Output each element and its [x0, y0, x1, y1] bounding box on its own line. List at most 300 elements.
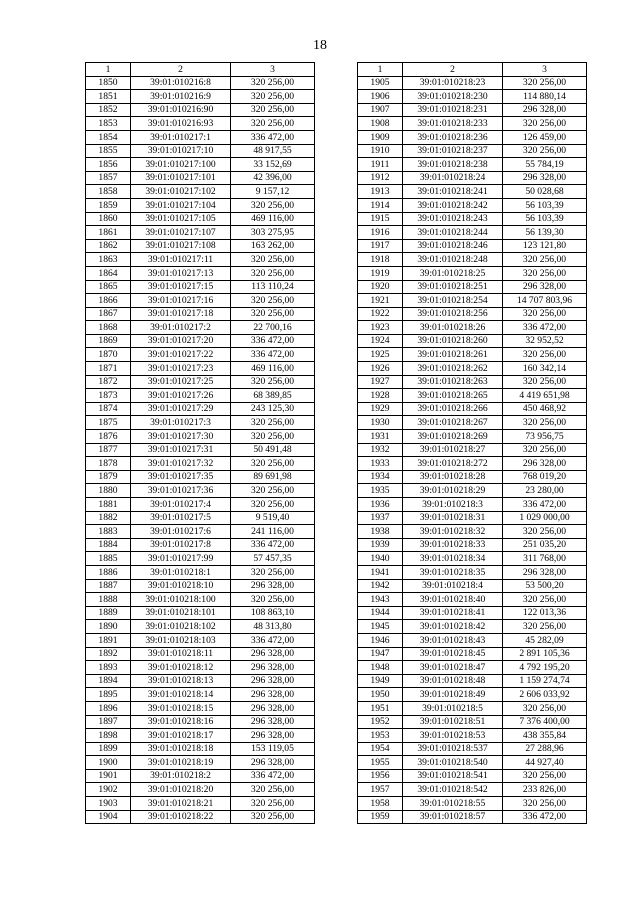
table-row [86, 661, 315, 675]
table-row [86, 294, 315, 308]
cadastral-number-cell: 39:01:010217:10 [131, 144, 231, 158]
cadastral-number-cell: 39:01:010218:261 [403, 348, 503, 362]
row-number-cell: 1891 [86, 633, 131, 647]
cadastral-number-cell: 39:01:010218:238 [403, 158, 503, 172]
row-number-cell: 1946 [358, 633, 403, 647]
cadastral-number-cell: 39:01:010218:31 [403, 511, 503, 525]
header-cell: 2 [131, 63, 231, 77]
value-cell: 296 328,00 [503, 103, 587, 117]
table-row [86, 389, 315, 403]
cadastral-number-cell: 39:01:010217:25 [131, 375, 231, 389]
value-cell: 296 328,00 [503, 171, 587, 185]
value-cell: 320 256,00 [503, 266, 587, 280]
row-number-cell: 1877 [86, 443, 131, 457]
cadastral-number-cell: 39:01:010218:51 [403, 715, 503, 729]
table-row [358, 688, 587, 702]
value-cell: 320 256,00 [503, 701, 587, 715]
cadastral-number-cell: 39:01:010217:30 [131, 430, 231, 444]
table-row [358, 769, 587, 783]
cadastral-number-cell: 39:01:010218:231 [403, 103, 503, 117]
row-number-cell: 1916 [358, 226, 403, 240]
value-cell: 4 792 195,20 [503, 661, 587, 675]
cadastral-number-cell: 39:01:010218:272 [403, 457, 503, 471]
cadastral-number-cell: 39:01:010217:108 [131, 239, 231, 253]
value-cell: 4 419 651,98 [503, 389, 587, 403]
value-cell: 56 103,39 [503, 212, 587, 226]
value-cell: 73 956,75 [503, 430, 587, 444]
cadastral-number-cell: 39:01:010218:269 [403, 430, 503, 444]
row-number-cell: 1958 [358, 797, 403, 811]
row-number-cell: 1892 [86, 647, 131, 661]
cadastral-number-cell: 39:01:010217:31 [131, 443, 231, 457]
value-cell: 114 880,14 [503, 90, 587, 104]
table-row [358, 402, 587, 416]
table-row [86, 321, 315, 335]
row-number-cell: 1906 [358, 90, 403, 104]
row-number-cell: 1880 [86, 484, 131, 498]
row-number-cell: 1902 [86, 783, 131, 797]
row-number-cell: 1947 [358, 647, 403, 661]
row-number-cell: 1927 [358, 375, 403, 389]
cadastral-number-cell: 39:01:010218:241 [403, 185, 503, 199]
cadastral-number-cell: 39:01:010218:246 [403, 239, 503, 253]
table-row [86, 198, 315, 212]
cadastral-number-cell: 39:01:010217:4 [131, 498, 231, 512]
row-number-cell: 1912 [358, 171, 403, 185]
value-cell: 122 013,36 [503, 606, 587, 620]
cadastral-number-cell: 39:01:010218:20 [131, 783, 231, 797]
row-number-cell: 1920 [358, 280, 403, 294]
row-number-cell: 1942 [358, 579, 403, 593]
table-row [86, 103, 315, 117]
table-row [86, 457, 315, 471]
cadastral-number-cell: 39:01:010218:265 [403, 389, 503, 403]
table-row [86, 348, 315, 362]
value-cell: 320 256,00 [503, 375, 587, 389]
table-row [358, 239, 587, 253]
row-number-cell: 1871 [86, 362, 131, 376]
table-row [358, 579, 587, 593]
table-row [358, 661, 587, 675]
row-number-cell: 1925 [358, 348, 403, 362]
row-number-cell: 1937 [358, 511, 403, 525]
table-row [86, 375, 315, 389]
value-cell: 56 103,39 [503, 198, 587, 212]
row-number-cell: 1923 [358, 321, 403, 335]
table-row [358, 457, 587, 471]
table-row [86, 253, 315, 267]
value-cell: 469 116,00 [231, 362, 315, 376]
cadastral-number-cell: 39:01:010218:17 [131, 729, 231, 743]
value-cell: 320 256,00 [231, 117, 315, 131]
table-row [358, 103, 587, 117]
row-number-cell: 1949 [358, 674, 403, 688]
value-cell: 89 691,98 [231, 470, 315, 484]
cadastral-number-cell: 39:01:010218:13 [131, 674, 231, 688]
cadastral-number-cell: 39:01:010217:36 [131, 484, 231, 498]
cadastral-number-cell: 39:01:010218:266 [403, 402, 503, 416]
value-cell: 320 256,00 [503, 769, 587, 783]
row-number-cell: 1952 [358, 715, 403, 729]
value-cell: 113 110,24 [231, 280, 315, 294]
row-number-cell: 1950 [358, 688, 403, 702]
table-row [358, 226, 587, 240]
value-cell: 7 376 400,00 [503, 715, 587, 729]
value-cell: 160 342,14 [503, 362, 587, 376]
row-number-cell: 1951 [358, 701, 403, 715]
cadastral-number-cell: 39:01:010218:102 [131, 620, 231, 634]
value-cell: 320 256,00 [231, 783, 315, 797]
cadastral-number-cell: 39:01:010218:40 [403, 593, 503, 607]
table-row [86, 76, 315, 90]
row-number-cell: 1894 [86, 674, 131, 688]
cadastral-number-cell: 39:01:010218:26 [403, 321, 503, 335]
table-row [358, 443, 587, 457]
row-number-cell: 1866 [86, 294, 131, 308]
value-cell: 1 159 274,74 [503, 674, 587, 688]
table-row [86, 266, 315, 280]
table-row [86, 158, 315, 172]
table-row [358, 715, 587, 729]
row-number-cell: 1934 [358, 470, 403, 484]
table-row [86, 525, 315, 539]
value-cell: 296 328,00 [231, 688, 315, 702]
table-row [86, 647, 315, 661]
cadastral-number-cell: 39:01:010218:237 [403, 144, 503, 158]
row-number-cell: 1897 [86, 715, 131, 729]
table-row [86, 280, 315, 294]
table-row [86, 484, 315, 498]
value-cell: 320 256,00 [231, 294, 315, 308]
table-row [358, 389, 587, 403]
table-row [358, 593, 587, 607]
table-row [86, 226, 315, 240]
cadastral-number-cell: 39:01:010218:260 [403, 334, 503, 348]
table-row [358, 620, 587, 634]
cadastral-number-cell: 39:01:010218:57 [403, 810, 503, 824]
cadastral-number-cell: 39:01:010217:1 [131, 130, 231, 144]
table-row [358, 362, 587, 376]
row-number-cell: 1855 [86, 144, 131, 158]
table-header-row [86, 63, 315, 77]
cadastral-number-cell: 39:01:010217:3 [131, 416, 231, 430]
value-cell: 438 355,84 [503, 729, 587, 743]
row-number-cell: 1945 [358, 620, 403, 634]
value-cell: 469 116,00 [231, 212, 315, 226]
value-cell: 320 256,00 [231, 198, 315, 212]
cadastral-number-cell: 39:01:010217:107 [131, 226, 231, 240]
table-row [86, 538, 315, 552]
table-row [358, 158, 587, 172]
table-row [86, 117, 315, 131]
value-cell: 320 256,00 [503, 593, 587, 607]
row-number-cell: 1883 [86, 525, 131, 539]
row-number-cell: 1879 [86, 470, 131, 484]
cadastral-number-cell: 39:01:010218:262 [403, 362, 503, 376]
table-row [358, 321, 587, 335]
table-row [86, 307, 315, 321]
value-cell: 56 139,30 [503, 226, 587, 240]
cadastral-number-cell: 39:01:010218:42 [403, 620, 503, 634]
row-number-cell: 1882 [86, 511, 131, 525]
cadastral-number-cell: 39:01:010217:13 [131, 266, 231, 280]
cadastral-number-cell: 39:01:010218:251 [403, 280, 503, 294]
table-row [86, 701, 315, 715]
cadastral-number-cell: 39:01:010218:25 [403, 266, 503, 280]
value-cell: 320 256,00 [231, 76, 315, 90]
page-number: 18 [313, 38, 327, 53]
row-number-cell: 1911 [358, 158, 403, 172]
cadastral-number-cell: 39:01:010218:49 [403, 688, 503, 702]
row-number-cell: 1915 [358, 212, 403, 226]
row-number-cell: 1864 [86, 266, 131, 280]
cadastral-number-cell: 39:01:010217:29 [131, 402, 231, 416]
row-number-cell: 1896 [86, 701, 131, 715]
table-row [86, 552, 315, 566]
cadastral-number-cell: 39:01:010218:14 [131, 688, 231, 702]
value-cell: 48 917,55 [231, 144, 315, 158]
table-row [358, 525, 587, 539]
header-cell: 3 [503, 63, 587, 77]
cadastral-number-cell: 39:01:010218:32 [403, 525, 503, 539]
cadastral-number-cell: 39:01:010218:19 [131, 756, 231, 770]
cadastral-number-cell: 39:01:010218:24 [403, 171, 503, 185]
table-row [358, 416, 587, 430]
value-cell: 296 328,00 [231, 729, 315, 743]
value-cell: 320 256,00 [231, 90, 315, 104]
table-row [86, 579, 315, 593]
value-cell: 108 863,10 [231, 606, 315, 620]
cadastral-number-cell: 39:01:010218:48 [403, 674, 503, 688]
cadastral-number-cell: 39:01:010217:102 [131, 185, 231, 199]
row-number-cell: 1858 [86, 185, 131, 199]
table-row [86, 498, 315, 512]
table-row [86, 810, 315, 824]
table-row [86, 674, 315, 688]
value-cell: 296 328,00 [231, 715, 315, 729]
table-row [358, 810, 587, 824]
table-row [86, 593, 315, 607]
table-row [358, 430, 587, 444]
table-row [358, 266, 587, 280]
row-number-cell: 1853 [86, 117, 131, 131]
value-cell: 163 262,00 [231, 239, 315, 253]
cadastral-number-cell: 39:01:010218:230 [403, 90, 503, 104]
header-cell: 1 [358, 63, 403, 77]
row-number-cell: 1956 [358, 769, 403, 783]
cadastral-number-cell: 39:01:010218:35 [403, 565, 503, 579]
row-number-cell: 1910 [358, 144, 403, 158]
table-row [358, 307, 587, 321]
row-number-cell: 1875 [86, 416, 131, 430]
cadastral-number-cell: 39:01:010218:254 [403, 294, 503, 308]
value-cell: 33 152,69 [231, 158, 315, 172]
row-number-cell: 1907 [358, 103, 403, 117]
table-row [358, 538, 587, 552]
value-cell: 320 256,00 [231, 457, 315, 471]
value-cell: 57 457,35 [231, 552, 315, 566]
register-table-left [85, 62, 315, 824]
cadastral-number-cell: 39:01:010218:27 [403, 443, 503, 457]
row-number-cell: 1954 [358, 742, 403, 756]
table-row [86, 620, 315, 634]
table-row [86, 565, 315, 579]
cadastral-number-cell: 39:01:010218:542 [403, 783, 503, 797]
cadastral-number-cell: 39:01:010218:256 [403, 307, 503, 321]
cadastral-number-cell: 39:01:010218:43 [403, 633, 503, 647]
value-cell: 320 256,00 [503, 443, 587, 457]
value-cell: 768 019,20 [503, 470, 587, 484]
value-cell: 296 328,00 [503, 457, 587, 471]
header-cell: 2 [403, 63, 503, 77]
row-number-cell: 1895 [86, 688, 131, 702]
value-cell: 50 028,68 [503, 185, 587, 199]
value-cell: 68 389,85 [231, 389, 315, 403]
cadastral-number-cell: 39:01:010218:28 [403, 470, 503, 484]
cadastral-number-cell: 39:01:010217:32 [131, 457, 231, 471]
cadastral-number-cell: 39:01:010218:236 [403, 130, 503, 144]
value-cell: 320 256,00 [231, 253, 315, 267]
table-row [358, 144, 587, 158]
table-row [358, 756, 587, 770]
value-cell: 296 328,00 [503, 565, 587, 579]
cadastral-number-cell: 39:01:010216:9 [131, 90, 231, 104]
table-row [358, 348, 587, 362]
row-number-cell: 1948 [358, 661, 403, 675]
table-row [86, 144, 315, 158]
table-row [358, 729, 587, 743]
row-number-cell: 1865 [86, 280, 131, 294]
row-number-cell: 1931 [358, 430, 403, 444]
row-number-cell: 1893 [86, 661, 131, 675]
value-cell: 320 256,00 [503, 76, 587, 90]
value-cell: 50 491,48 [231, 443, 315, 457]
cadastral-number-cell: 39:01:010218:263 [403, 375, 503, 389]
table-row [358, 511, 587, 525]
row-number-cell: 1876 [86, 430, 131, 444]
value-cell: 320 256,00 [503, 348, 587, 362]
table-row [358, 117, 587, 131]
cadastral-number-cell: 39:01:010218:243 [403, 212, 503, 226]
value-cell: 320 256,00 [231, 498, 315, 512]
row-number-cell: 1941 [358, 565, 403, 579]
value-cell: 241 116,00 [231, 525, 315, 539]
row-number-cell: 1908 [358, 117, 403, 131]
cadastral-number-cell: 39:01:010218:2 [131, 769, 231, 783]
table-row [358, 185, 587, 199]
cadastral-number-cell: 39:01:010218:21 [131, 797, 231, 811]
row-number-cell: 1919 [358, 266, 403, 280]
row-number-cell: 1878 [86, 457, 131, 471]
row-number-cell: 1872 [86, 375, 131, 389]
value-cell: 243 125,30 [231, 402, 315, 416]
cadastral-number-cell: 39:01:010217:100 [131, 158, 231, 172]
value-cell: 320 256,00 [503, 253, 587, 267]
row-number-cell: 1922 [358, 307, 403, 321]
row-number-cell: 1861 [86, 226, 131, 240]
value-cell: 14 707 803,96 [503, 294, 587, 308]
row-number-cell: 1926 [358, 362, 403, 376]
cadastral-number-cell: 39:01:010218:248 [403, 253, 503, 267]
row-number-cell: 1913 [358, 185, 403, 199]
table-row [86, 362, 315, 376]
table-row [86, 769, 315, 783]
table-row [86, 715, 315, 729]
cadastral-number-cell: 39:01:010218:101 [131, 606, 231, 620]
cadastral-number-cell: 39:01:010218:541 [403, 769, 503, 783]
row-number-cell: 1884 [86, 538, 131, 552]
table-row [358, 375, 587, 389]
table-row [86, 470, 315, 484]
cadastral-number-cell: 39:01:010217:35 [131, 470, 231, 484]
row-number-cell: 1868 [86, 321, 131, 335]
table-row [86, 783, 315, 797]
cadastral-number-cell: 39:01:010218:4 [403, 579, 503, 593]
value-cell: 320 256,00 [503, 797, 587, 811]
row-number-cell: 1888 [86, 593, 131, 607]
cadastral-number-cell: 39:01:010218:45 [403, 647, 503, 661]
cadastral-number-cell: 39:01:010218:23 [403, 76, 503, 90]
row-number-cell: 1921 [358, 294, 403, 308]
cadastral-number-cell: 39:01:010218:242 [403, 198, 503, 212]
table-row [358, 334, 587, 348]
row-number-cell: 1859 [86, 198, 131, 212]
row-number-cell: 1959 [358, 810, 403, 824]
value-cell: 336 472,00 [503, 321, 587, 335]
table-row [86, 443, 315, 457]
row-number-cell: 1935 [358, 484, 403, 498]
table-row [358, 498, 587, 512]
table-row [358, 253, 587, 267]
cadastral-number-cell: 39:01:010218:12 [131, 661, 231, 675]
header-cell: 3 [231, 63, 315, 77]
cadastral-number-cell: 39:01:010218:34 [403, 552, 503, 566]
row-number-cell: 1860 [86, 212, 131, 226]
value-cell: 320 256,00 [231, 307, 315, 321]
cadastral-number-cell: 39:01:010218:29 [403, 484, 503, 498]
table-row [86, 171, 315, 185]
row-number-cell: 1901 [86, 769, 131, 783]
row-number-cell: 1867 [86, 307, 131, 321]
value-cell: 23 280,00 [503, 484, 587, 498]
row-number-cell: 1850 [86, 76, 131, 90]
table-row [86, 742, 315, 756]
cadastral-number-cell: 39:01:010217:2 [131, 321, 231, 335]
row-number-cell: 1870 [86, 348, 131, 362]
value-cell: 27 288,96 [503, 742, 587, 756]
row-number-cell: 1917 [358, 239, 403, 253]
value-cell: 320 256,00 [231, 593, 315, 607]
row-number-cell: 1856 [86, 158, 131, 172]
cadastral-number-cell: 39:01:010217:8 [131, 538, 231, 552]
row-number-cell: 1929 [358, 402, 403, 416]
cadastral-number-cell: 39:01:010217:99 [131, 552, 231, 566]
value-cell: 320 256,00 [231, 266, 315, 280]
value-cell: 336 472,00 [503, 498, 587, 512]
cadastral-number-cell: 39:01:010218:55 [403, 797, 503, 811]
value-cell: 320 256,00 [231, 797, 315, 811]
cadastral-number-cell: 39:01:010218:233 [403, 117, 503, 131]
table-row [86, 606, 315, 620]
table-row [86, 402, 315, 416]
row-number-cell: 1953 [358, 729, 403, 743]
table-row [86, 511, 315, 525]
value-cell: 303 275,95 [231, 226, 315, 240]
row-number-cell: 1909 [358, 130, 403, 144]
table-row [86, 334, 315, 348]
value-cell: 336 472,00 [503, 810, 587, 824]
cadastral-number-cell: 39:01:010218:244 [403, 226, 503, 240]
